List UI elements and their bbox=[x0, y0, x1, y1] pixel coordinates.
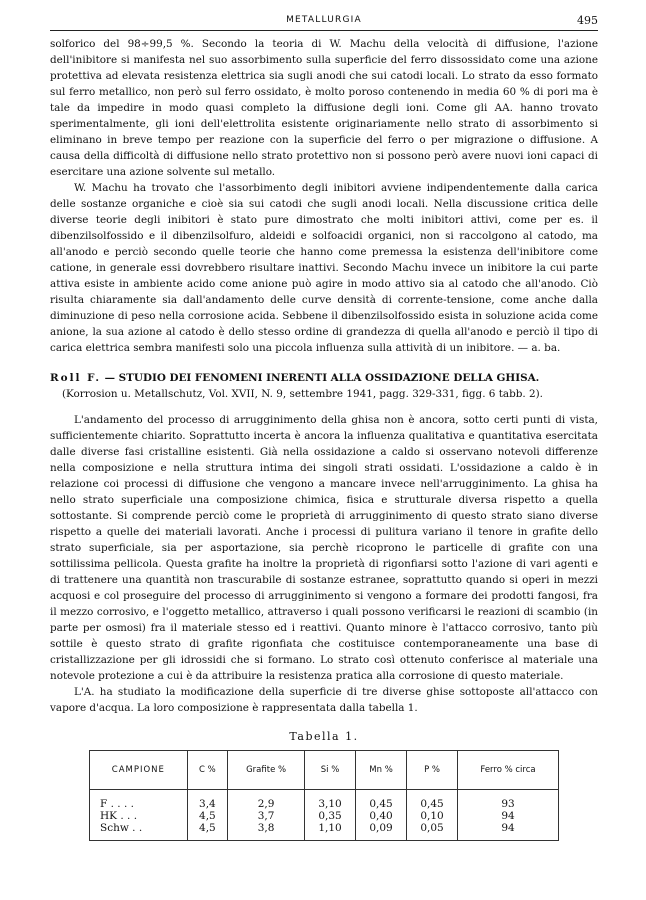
cell-mn: 0,09 bbox=[356, 822, 407, 841]
article-heading bbox=[50, 370, 598, 402]
cell-iron: 94 bbox=[501, 822, 515, 834]
header-iron: Ferro % circa bbox=[458, 751, 559, 790]
header-graphite: Grafite % bbox=[228, 751, 305, 790]
cell-graphite: 3,8 bbox=[228, 822, 305, 841]
article-title bbox=[50, 370, 598, 386]
cell-sample: F . . . . bbox=[90, 790, 188, 811]
article-body bbox=[50, 412, 598, 716]
cell-graphite: 3,7 bbox=[228, 810, 305, 822]
article-paragraph: L'A. ha studiato la modificazione della superficie di tre diverse ghise sottoposte all'attacco con vapore d'acqua. La loro composizione è rappresentata dalla tabella 1. bbox=[50, 686, 598, 714]
cell-iron: 94 bbox=[501, 810, 515, 822]
page-number: 495 bbox=[577, 14, 598, 27]
cell-p: 0,45 bbox=[407, 790, 458, 811]
cell-si: 3,10 bbox=[305, 790, 356, 811]
cell-si: 1,10 bbox=[305, 822, 356, 841]
composition-table bbox=[89, 750, 559, 841]
table-row bbox=[90, 810, 559, 822]
article-citation: (Korrosion u. Metallschutz, Vol. XVII, N. 9, settembre 1941, pagg. 329-331, figg. 6 tabb. 2). bbox=[62, 388, 543, 400]
cell-sample: HK . . . bbox=[90, 810, 188, 822]
cell-graphite: 2,9 bbox=[228, 790, 305, 811]
header-mn: Mn % bbox=[356, 751, 407, 790]
cell-iron: 93 bbox=[501, 798, 515, 810]
header-c: C % bbox=[187, 751, 227, 790]
article-title-text: — STUDIO DEI FENOMENI INERENTI ALLA OSSIDAZIONE DELLA GHISA. bbox=[101, 372, 540, 384]
cell-p: 0,10 bbox=[407, 810, 458, 822]
cell-mn: 0,45 bbox=[356, 790, 407, 811]
article-paragraph: L'andamento del processo di arrugginimento della ghisa non è ancora, sotto certi punti di vista, sufficientemente chiarito. Soprattutto incerta è ancora la influenza qualitativa e quantitativa esercitata dalle diverse fasi cristalline esistenti. Già nella ossidazione a caldo si osservano notevoli differenze nella composizione e nella struttura intima dei singoli strati ossidati. L'ossidazione a caldo è in relazione coi processi di diffusione che vengono a mancare invece nell'arrugginimento. La ghisa ha nello strato superficiale una composizione chimica, fisica e strutturale diversa rispetto a quella sottostante. Si comprende perciò come le proprietà di arrugginimento di questo strato siano diverse rispetto a quelle dei materiali lavorati. Anche i processi di pulitura variano il tenore in grafite dello strato superficiale, sia per asportazione, sia perchè ricoprono le particelle di grafite con una sottilissima pellicola. Questa grafite ha inoltre la proprietà di rigonfiarsi sotto l'azione di vari agenti e di trattenere una quantità non trascurabile di sostanze estranee, soprattutto quando si operi in mezzi acquosi e col proseguire del processo di arrugginimento si vengono a formare dei prodotti fangosi, fra il mezzo corrosivo, e l'oggetto metallico, attraverso i quali possono verificarsi le reazioni di scambio (in parte per osmosi) fra il materiale stesso ed i reattivi. Quanto minore è l'attacco corrosivo, tanto più sottile è questo strato di grafite rigonfiata che costituisce contemporaneamente una base di cristallizzazione per gli idrossidi che si formano. Lo strato così ottenuto conferisce al materiale una notevole protezione a cui è da attribuire la resistenza pratica alla corrosione di questo materiale. bbox=[50, 414, 598, 682]
cell-c: 3,4 bbox=[187, 790, 227, 811]
table-caption: Tabella 1. bbox=[289, 730, 359, 743]
table-row bbox=[90, 822, 559, 841]
page-header bbox=[50, 14, 598, 31]
table-row bbox=[90, 790, 559, 811]
article-author: Roll F. bbox=[50, 372, 102, 384]
cell-sample: Schw . . bbox=[90, 822, 188, 841]
table-header-row bbox=[90, 751, 559, 790]
header-sample: CAMPIONE bbox=[90, 751, 188, 790]
continued-paragraph: W. Machu ha trovato che l'assorbimento degli inibitori avviene indipendentemente dalla carica delle sostanze organiche e cioè sia sui catodi che sugli anodi locali. Nella discussione critica delle diverse teorie degli inibitori è stato pure dimostrato che molti inibitori attivi, come per es. il dibenzilsolfossido e il dibenzilsolfuro, aldeidi e solfoacidi organici, non si raccolgono al catodo, ma all'anodo e perciò secondo quelle teorie che hanno come premessa la esistenza dell'inibitore come catione, in generale essi dovrebbero risultare inattivi. Secondo Machu invece un inibitore la cui parte attiva esiste in ambiente acido come anione può agire in modo attivo sia al catodo che all'anodo. Ciò risulta chiaramente sia dall'andamento delle curve densità di corrente-tensione, come anche dalla diminuzione di peso nella corrosione acida. Sebbene il dibenzilsolfossido esista in soluzione acida come anione, la sua azione al catodo è dello stesso ordine di grandezza di quella all'anodo e perciò il tipo di carica elettrica sembra manifesti solo una piccola influenza sulla attività di un inibitore. — a. ba. bbox=[50, 182, 598, 354]
cell-si: 0,35 bbox=[305, 810, 356, 822]
running-title: METALLURGIA bbox=[286, 15, 362, 25]
cell-p: 0,05 bbox=[407, 822, 458, 841]
header-si: Si % bbox=[305, 751, 356, 790]
cell-mn: 0,40 bbox=[356, 810, 407, 822]
continued-paragraph: solforico del 98÷99,5 %. Secondo la teoria di W. Machu della velocità di diffusione, l'azione dell'inibitore si manifesta nel suo assorbimento sulla superficie del ferro dissossidato come una azione protettiva ad elevata resistenza elettrica sia sugli anodi che sui catodi locali. Lo strato da esso formato sul ferro metallico, non però sul ferro ossidato, è molto poroso contenendo in media 60 % di pori ma è tale da impedire in modo quasi completo la diffusione degli ioni. Come gli AA. hanno trovato sperimentalmente, gli ioni dell'elettrolita esistente originariamente nello strato di assorbimento si eliminano in breve tempo per reazione con la superficie del ferro o per migrazione o diffusione. A causa della difficoltà di diffusione nello strato protettivo non si possono però avere nuovi ioni capaci di esercitare una azione solvente sul metallo. bbox=[50, 38, 598, 178]
cell-c: 4,5 bbox=[187, 822, 227, 841]
continued-article bbox=[50, 36, 598, 356]
cell-c: 4,5 bbox=[187, 810, 227, 822]
journal-page bbox=[50, 14, 598, 841]
header-p: P % bbox=[407, 751, 458, 790]
